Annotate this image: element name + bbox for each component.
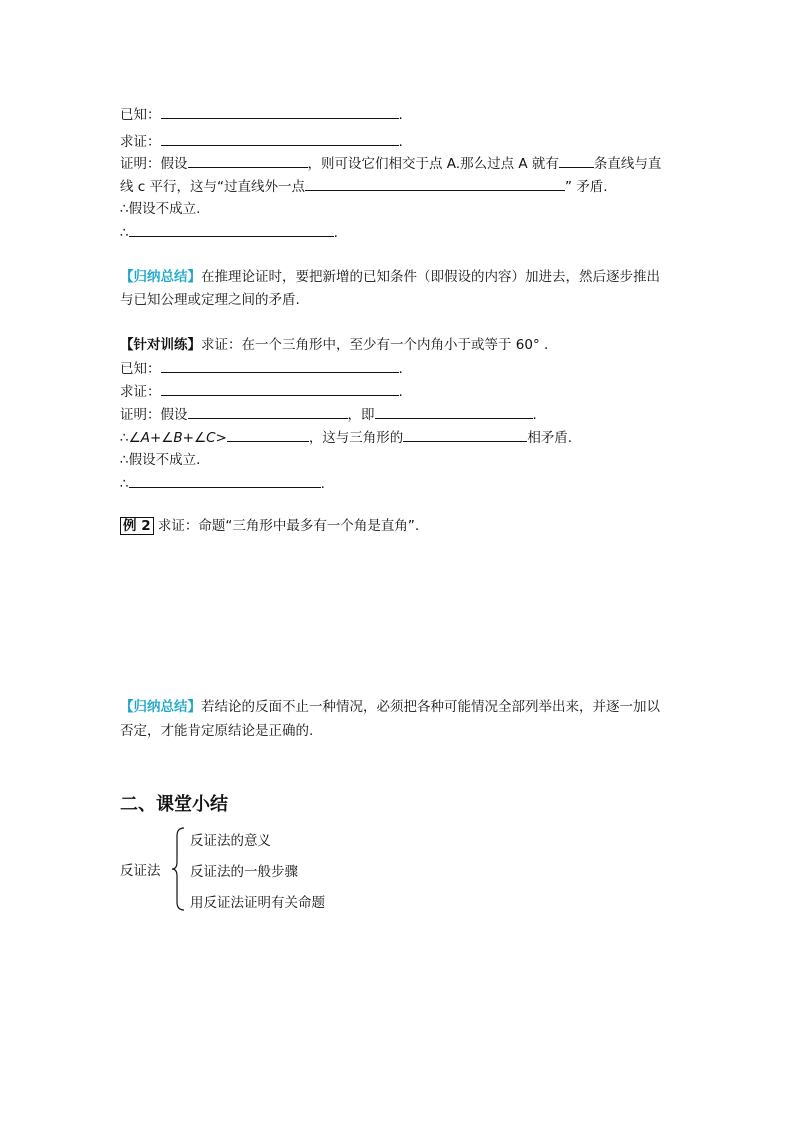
proof-text: ，则可设它们相交于点 A.那么过点 A 就有: [307, 156, 559, 172]
summary-tag: 【归纳总结】: [120, 699, 201, 715]
curly-brace-icon: [170, 826, 188, 912]
fill-blank: [305, 176, 565, 191]
proof-line-3: [120, 404, 537, 425]
assume-false-1: ∴假设不成立.: [120, 201, 201, 217]
proof-text: 证明：假设: [120, 407, 188, 423]
fill-blank: [227, 427, 309, 442]
proof-line-1: [120, 153, 661, 174]
period: .: [532, 407, 537, 423]
fill-blank: [403, 427, 527, 442]
assume-false-2: ∴假设不成立.: [120, 452, 201, 468]
summary-item: 反证法的一般步骤: [190, 864, 298, 880]
fill-blank: [129, 222, 334, 237]
fill-blank: [161, 131, 399, 146]
period: .: [398, 134, 403, 150]
example-tag: 例 2: [120, 517, 154, 535]
proof-text: 条直线与直: [593, 156, 662, 172]
summary-text: 在推理论证时，要把新增的已知条件（即假设的内容）加进去，然后逐步推出: [201, 269, 660, 285]
given-line-1: [120, 104, 403, 125]
therefore-symbol: ∴: [120, 225, 129, 241]
fill-blank: [129, 473, 321, 488]
therefore-line-1: [120, 222, 338, 243]
proof-text: 线 c 平行，这与“过直线外一点: [120, 179, 305, 195]
proof-text: 相矛盾.: [527, 430, 573, 446]
training-line: [120, 335, 548, 355]
therefore-line-2: [120, 473, 325, 494]
given-label: 已知：: [120, 361, 161, 377]
proof-text: 证明：假设: [120, 156, 188, 172]
summary-2-line-1: [120, 697, 660, 717]
example-2-line: [120, 516, 419, 536]
angle-text: +∠: [182, 430, 207, 446]
given-label: 已知：: [120, 107, 161, 123]
proof-line-2: [120, 176, 608, 197]
training-tag: 【针对训练】: [120, 337, 201, 353]
fill-blank: [188, 153, 308, 168]
summary-text: 若结论的反面不止一种情况，必须把各种可能情况全部列举出来，并逐一加以: [201, 699, 660, 715]
proof-text: ” 矛盾.: [565, 179, 608, 195]
proof-text: ，即: [347, 407, 375, 423]
angle-a: A: [140, 430, 150, 446]
summary-label: 反证法: [120, 863, 161, 879]
summary-1-line-1: [120, 267, 660, 287]
example-text: 求证：命题“三角形中最多有一个角是直角”.: [153, 518, 420, 534]
angle-line: [120, 427, 572, 448]
fill-blank: [375, 404, 533, 419]
training-text: 求证：在一个三角形中，至少有一个内角小于或等于 60° .: [201, 337, 549, 353]
fill-blank: [559, 153, 594, 168]
fill-blank: [161, 358, 399, 373]
period: .: [398, 361, 403, 377]
prove-line-2: [120, 381, 403, 402]
prove-label: 求证：: [120, 384, 161, 400]
angle-c: C: [206, 430, 216, 446]
period: .: [333, 225, 338, 241]
summary-tag: 【归纳总结】: [120, 269, 201, 285]
summary-2-line-2: 否定，才能肯定原结论是正确的.: [120, 723, 314, 739]
prove-line-1: [120, 131, 403, 152]
fill-blank: [188, 404, 348, 419]
fill-blank: [161, 381, 399, 396]
angle-text: ∴∠: [120, 430, 141, 446]
period: .: [398, 107, 403, 123]
prove-label: 求证：: [120, 134, 161, 150]
section-heading: 二、课堂小结: [120, 794, 228, 815]
gt-symbol: >: [215, 430, 227, 446]
period: .: [320, 476, 325, 492]
fill-blank: [161, 104, 399, 119]
summary-1-line-2: 与已知公理或定理之间的矛盾.: [120, 292, 300, 308]
period: .: [398, 384, 403, 400]
summary-item: 反证法的意义: [190, 833, 271, 849]
given-line-2: [120, 358, 403, 379]
angle-b: B: [173, 430, 183, 446]
summary-item: 用反证法证明有关命题: [190, 895, 325, 911]
proof-text: ，这与三角形的: [308, 430, 404, 446]
therefore-symbol: ∴: [120, 476, 129, 492]
angle-text: +∠: [149, 430, 174, 446]
